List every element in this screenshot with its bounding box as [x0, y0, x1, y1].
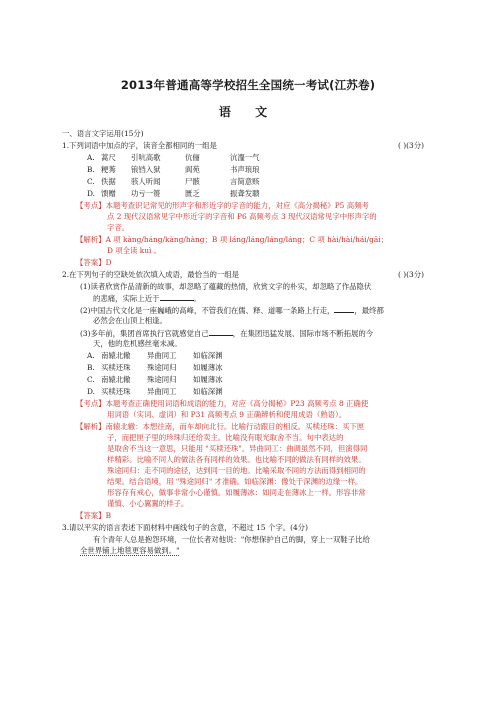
option-item: 异曲同工 [147, 387, 177, 396]
option-item: 殊途同归 [147, 363, 177, 372]
kaodian-line: 点 2 现代汉语常见字中形近字的字音和 P6 高频考点 3 现代汉语常见字中形声字的 [107, 212, 377, 221]
option-item: 书声琅琅 [230, 165, 260, 174]
option-item: 异曲同工 [147, 351, 177, 360]
q1-jiexi [76, 234, 388, 245]
q2-sentence-3-cont: 天，他的危机感丝毫未减。 [93, 339, 182, 348]
jiexi-line: 结果。结合语境，用 "殊途同归" 才准确。如临深渊：像处于深渊的边缘一样。 [107, 477, 363, 486]
option-item: 沆瀣一气 [230, 153, 260, 162]
jiexi-tag: 【解析】 [76, 422, 106, 431]
kaodian-tag: 【考点】 [76, 399, 106, 408]
q2-option-a [87, 350, 223, 361]
q1-score: ( )(3分) [398, 141, 424, 150]
option-item: 引吭高歌 [131, 153, 161, 162]
option-item: 买椟还珠 [101, 363, 131, 372]
q1-answer [76, 257, 112, 268]
option-label: D. [87, 189, 96, 198]
option-item: 如履薄冰 [193, 375, 223, 384]
jiexi-line: 样精彩。比喻不同人的做法各有同样的效果。也比喻不同的做法有同样的效果。 [107, 455, 366, 464]
answer-tag: 【答案】 [76, 258, 106, 267]
option-item: 振聋发聩 [230, 189, 260, 198]
q2-answer [76, 510, 111, 521]
option-item: 骇人听闻 [131, 177, 161, 186]
jiexi-line: D 项全读 kuì 。 [107, 246, 162, 255]
option-label: B. [87, 363, 95, 372]
answer-blank [160, 292, 194, 301]
option-item: 蒿尺 [101, 153, 116, 162]
option-label: D. [87, 387, 96, 396]
jiexi-line: 殊途同归：走不同的途径，达到同一目的地。比喻采取不同的方法而得到相同的 [107, 466, 366, 475]
jiexi-line: 是取舍不当这一意思，只能用 "买椟还珠"。异曲同工：曲调虽然不同，但演得同 [107, 444, 368, 453]
q3-material-underlined: 全世界铺上地毯更容易做到。" [80, 546, 180, 555]
option-label: A. [87, 351, 95, 360]
q2-option-c [87, 374, 223, 385]
option-item: 粳莠 [101, 165, 116, 174]
q2-sentence-2-cont: 必然会在山顶上相逢。 [93, 316, 167, 325]
answer-tag: 【答案】 [76, 511, 106, 520]
q1-stem: 1.下列词语中加点的字，读音全都相同的一组是 [62, 141, 217, 150]
q1-kaodian [76, 200, 369, 211]
q2-option-b [87, 362, 223, 373]
option-item: 阆苑 [185, 165, 200, 174]
option-label: C. [87, 375, 95, 384]
q2-sentence-3: (3)多年前，集团首席执行官就感觉自己 ，在集团迅猛发展、国际市场不断拓展的今 [80, 329, 374, 338]
option-item: 如临深渊 [193, 387, 223, 396]
jiexi-line: 子，而把匣子里的珍珠归还给卖主。比喻没有眼光取舍不当。句中表达的 [107, 433, 344, 442]
option-item: 南辕北辙 [101, 375, 131, 384]
q2-jiexi [76, 421, 364, 432]
option-item: 如临深渊 [193, 351, 223, 360]
q3-material-line: 有个青年人总是抱怨环境，一位长者对他说："你想保护自己的脚，穿上一双鞋子比给 [93, 535, 370, 544]
kaodian-tag: 【考点】 [76, 201, 106, 210]
q2-stem: 2.在下列句子的空缺处依次填入成语，最恰当的一组是 [62, 270, 240, 279]
q1-option-a [87, 152, 260, 163]
option-item: 言简意赅 [230, 177, 260, 186]
option-label: A. [87, 153, 95, 162]
q2-kaodian [76, 398, 368, 409]
q2-sentence-1-cont: 的悲痛，实际上近于 。 [93, 294, 201, 303]
answer-blank [334, 304, 354, 313]
option-item: 佚据 [101, 177, 116, 186]
kaodian-line: 本题考查正确使用词语和成语的能力，对应《高分揭秘》P23 高频考点 8 正确使 [105, 399, 369, 408]
q2-score: ( )(3分) [398, 270, 424, 279]
option-item: 功亏一篑 [131, 189, 161, 198]
jiexi-line: A 项 kàng/háng/kàng/hàng；B 项 láng/láng/láng/láng；C 项 hài/hài/hái/gāi； [105, 235, 389, 244]
q2-sentence-2: (2)中国古代文化是一座巍峨的高峰，不管我们在儒、释、道哪一条路上行走， ，最终都 [80, 306, 384, 315]
subject-heading: 语 文 [218, 105, 278, 119]
page-title: 2013年普通高等学校招生全国统一考试(江苏卷) [120, 78, 376, 92]
option-item: 南辕北辙 [101, 351, 131, 360]
kaodian-line: 用词语（实词、虚词）和 P31 高频考点 9 正确辨析和使用成语（熟语）。 [107, 410, 347, 419]
q1-option-b [87, 164, 260, 175]
jiexi-line: 形容存有戒心，做事非常小心谨慎。如履薄冰：如同走在薄冰上一样。形容非常 [107, 488, 366, 497]
jiexi-line: 南辕北辙：本想往南，而车却向北行。比喻行动跟目的相反。买椟还珠：买下匣 [105, 422, 365, 431]
kaodian-line: 字音。 [107, 223, 130, 232]
option-item: 锒铛入狱 [131, 165, 161, 174]
q2-sentence-1: (1)读者欣赏作品清新的故事，却忽略了蕴藏的热情，欣赏文字的朴实，却忽略了作品隐伏 [80, 282, 372, 291]
option-item: 如履薄冰 [193, 363, 223, 372]
jiexi-tag: 【解析】 [76, 235, 106, 244]
q1-option-c [87, 176, 260, 187]
section-heading: 一、语言文字运用(15分) [62, 129, 144, 138]
answer-blank [209, 327, 233, 336]
q2-option-d [87, 386, 223, 397]
option-item: 伉俪 [185, 153, 200, 162]
kaodian-line: 本题考查识记常见的形声字和形近字的字音的能力，对应《高分揭秘》P5 高频考 [105, 201, 369, 210]
q3-stem: 3.请以平实的语言表述下面材料中画线句子的含意，不超过 15 个字。(4分) [62, 523, 308, 532]
option-item: 殊途同归 [147, 375, 177, 384]
option-label: B. [87, 165, 95, 174]
option-label: C. [87, 177, 95, 186]
option-item: 馈赠 [101, 189, 116, 198]
jiexi-line: 谨慎、小心翼翼的样子。 [107, 499, 189, 508]
option-item: 买椟还珠 [101, 387, 131, 396]
q1-option-d [87, 188, 260, 199]
option-item: 匮乏 [185, 189, 200, 198]
answer-value: D [105, 258, 112, 267]
answer-value: B [105, 511, 112, 520]
option-item: 尸骸 [185, 177, 200, 186]
